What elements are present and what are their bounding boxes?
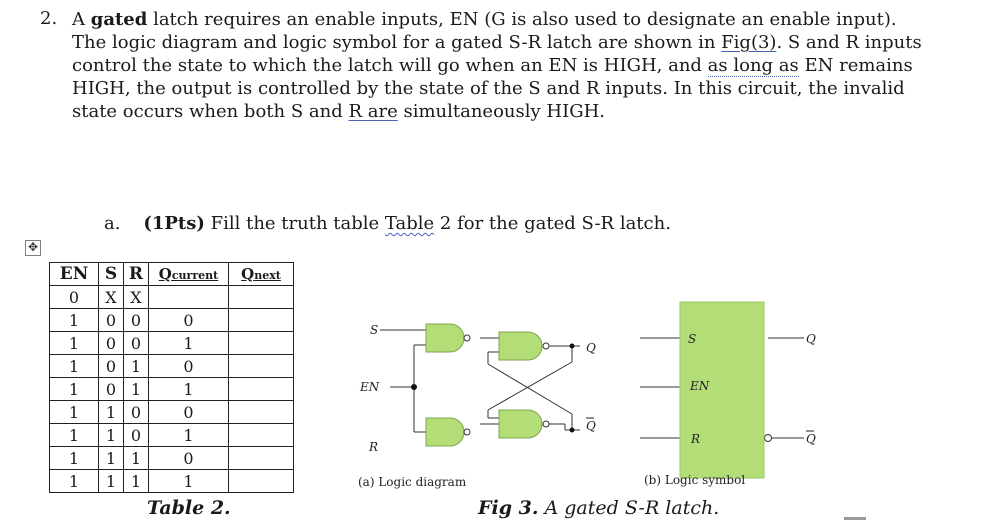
symbol-en-label: EN	[690, 379, 710, 393]
question-line-5: state occurs when both S and R are simultaneously HIGH.	[72, 101, 605, 122]
cell-q-current: 1	[149, 378, 229, 401]
spelling-flag: Table	[384, 213, 435, 234]
truth-table	[49, 262, 294, 493]
junction-dot	[570, 344, 575, 349]
cell-q-current: 0	[149, 355, 229, 378]
cell-r: X	[124, 286, 149, 309]
junction-dot	[411, 384, 417, 390]
nand-gate-qbar	[499, 410, 542, 438]
cell-s: 0	[99, 309, 124, 332]
grammar-flag: R are	[348, 101, 398, 122]
table-row	[50, 424, 294, 447]
nand-gate-r	[426, 418, 464, 446]
inversion-bubble	[543, 343, 549, 349]
header-s: S	[99, 263, 124, 286]
bold-term: gated	[90, 9, 148, 30]
question-line-2: The logic diagram and logic symbol for a gated S-R latch are shown in Fig(3). S and R inputs	[72, 32, 922, 53]
table-header-row	[50, 263, 294, 286]
diagram-en-label: EN	[360, 380, 380, 394]
cell-q-next[interactable]	[229, 355, 294, 378]
cell-s: 1	[99, 424, 124, 447]
cell-s: 0	[99, 378, 124, 401]
table-row	[50, 309, 294, 332]
symbol-caption: (b) Logic symbol	[644, 473, 746, 487]
cell-q-current: 1	[149, 424, 229, 447]
cell-q-next[interactable]	[229, 332, 294, 355]
symbol-qbar-label: Q	[806, 432, 816, 446]
cell-q-next[interactable]	[229, 424, 294, 447]
cell-en: 1	[50, 447, 99, 470]
inversion-bubble	[765, 435, 772, 442]
table-row	[50, 447, 294, 470]
cell-en: 0	[50, 286, 99, 309]
cell-s: 0	[99, 355, 124, 378]
cell-s: 0	[99, 332, 124, 355]
table-row	[50, 470, 294, 493]
cell-q-next[interactable]	[229, 286, 294, 309]
cell-en: 1	[50, 401, 99, 424]
cell-q-current: 0	[149, 447, 229, 470]
diagram-qbar-label: Q	[586, 419, 596, 433]
cell-r: 0	[124, 424, 149, 447]
table-caption: Table 2.	[147, 497, 231, 519]
header-q-current: Qcurrent	[149, 263, 229, 286]
cell-en: 1	[50, 332, 99, 355]
diagram-r-label: R	[369, 440, 379, 454]
cell-q-current: 1	[149, 470, 229, 493]
cell-en: 1	[50, 378, 99, 401]
cell-en: 1	[50, 309, 99, 332]
figure-caption: Fig 3. A gated S-R latch.	[478, 497, 720, 519]
question-number: 2.	[40, 8, 58, 29]
question-line-4: HIGH, the output is controlled by the state of the S and R inputs. In this circuit, the invalid	[72, 78, 905, 99]
cell-r: 1	[124, 447, 149, 470]
diagram-s-label: S	[370, 323, 379, 337]
header-q-next: Qnext	[229, 263, 294, 286]
nand-gate-q	[499, 332, 542, 360]
table-row	[50, 332, 294, 355]
cell-r: 1	[124, 378, 149, 401]
table-move-handle-icon[interactable]: ✥	[25, 240, 41, 256]
cell-r: 0	[124, 401, 149, 424]
inversion-bubble	[464, 335, 470, 341]
page-edge-mark	[844, 517, 866, 520]
table-row	[50, 286, 294, 309]
cell-q-current	[149, 286, 229, 309]
table-row	[50, 401, 294, 424]
nand-gate-s	[426, 324, 464, 352]
symbol-s-label: S	[688, 332, 697, 346]
cell-en: 1	[50, 470, 99, 493]
cell-en: 1	[50, 424, 99, 447]
cell-q-next[interactable]	[229, 401, 294, 424]
inversion-bubble	[543, 421, 549, 427]
cell-q-current: 0	[149, 401, 229, 424]
cell-r: 0	[124, 332, 149, 355]
cell-r: 1	[124, 470, 149, 493]
cell-s: 1	[99, 401, 124, 424]
junction-dot	[570, 428, 575, 433]
table-row	[50, 355, 294, 378]
cell-q-next[interactable]	[229, 447, 294, 470]
header-en: EN	[50, 263, 99, 286]
cell-r: 1	[124, 355, 149, 378]
cell-s: 1	[99, 447, 124, 470]
cell-q-next[interactable]	[229, 470, 294, 493]
points-label: (1Pts)	[143, 213, 205, 234]
cell-q-next[interactable]	[229, 378, 294, 401]
question-text	[72, 8, 952, 123]
cell-q-current: 0	[149, 309, 229, 332]
symbol-r-label: R	[691, 432, 701, 446]
cell-q-current: 1	[149, 332, 229, 355]
question-line-1: A gated latch requires an enable inputs, EN (G is also used to designate an enable input).	[72, 9, 897, 30]
diagram-q-label: Q	[586, 341, 596, 355]
cell-q-next[interactable]	[229, 309, 294, 332]
figure-reference: Fig(3)	[721, 32, 777, 53]
gated-sr-latch-figure	[340, 290, 840, 495]
diagram-caption: (a) Logic diagram	[358, 475, 467, 489]
question-line-3: control the state to which the latch will go when an EN is HIGH, and as long as EN remains	[72, 55, 913, 76]
cell-s: X	[99, 286, 124, 309]
symbol-q-label: Q	[806, 332, 816, 346]
table-row	[50, 378, 294, 401]
inversion-bubble	[464, 429, 470, 435]
part-a-prompt: a. (1Pts) Fill the truth table Table 2 for the gated S-R latch.	[104, 213, 671, 234]
cell-s: 1	[99, 470, 124, 493]
cell-r: 0	[124, 309, 149, 332]
header-r: R	[124, 263, 149, 286]
cell-en: 1	[50, 355, 99, 378]
grammar-flag: as long as	[707, 55, 799, 76]
